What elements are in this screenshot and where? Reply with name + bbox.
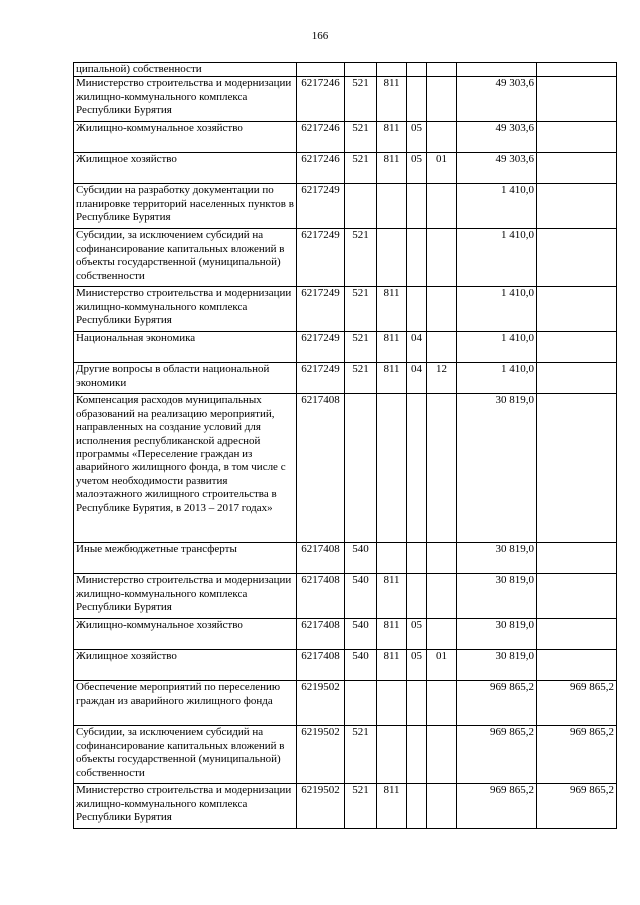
ministry-code: 811 (377, 287, 407, 332)
section-code (407, 394, 427, 543)
ministry-code (377, 726, 407, 784)
table-row (74, 543, 617, 574)
subsection-code (427, 122, 457, 153)
amount-year-1: 49 303,6 (457, 153, 537, 184)
amount-year-2 (537, 363, 617, 394)
table-row (74, 63, 617, 77)
row-name: Национальная экономика (74, 332, 297, 363)
section-code (407, 681, 427, 726)
amount-year-1: 969 865,2 (457, 681, 537, 726)
expense-type-code: 540 (345, 574, 377, 619)
amount-year-1 (457, 63, 537, 77)
ministry-code (377, 229, 407, 287)
amount-year-2 (537, 184, 617, 229)
row-name: Субсидии, за исключением субсидий на софинансирование капитальных вложений в объекты государственной (муниципальной) собственности (74, 726, 297, 784)
subsection-code (427, 543, 457, 574)
amount-year-1: 30 819,0 (457, 650, 537, 681)
row-name: Другие вопросы в области национальной экономики (74, 363, 297, 394)
amount-year-2 (537, 153, 617, 184)
ministry-code (377, 184, 407, 229)
ministry-code: 811 (377, 784, 407, 829)
ministry-code: 811 (377, 332, 407, 363)
subsection-code (427, 574, 457, 619)
amount-year-1: 49 303,6 (457, 77, 537, 122)
table-row (74, 681, 617, 726)
target-article-code (297, 63, 345, 77)
row-name: Министерство строительства и модернизации жилищно-коммунального комплекса Республики Бурятия (74, 784, 297, 829)
expense-type-code (345, 681, 377, 726)
section-code: 05 (407, 650, 427, 681)
ministry-code: 811 (377, 650, 407, 681)
row-name: Министерство строительства и модернизации жилищно-коммунального комплекса Республики Бурятия (74, 574, 297, 619)
amount-year-1: 30 819,0 (457, 543, 537, 574)
target-article-code: 6217408 (297, 394, 345, 543)
subsection-code: 12 (427, 363, 457, 394)
target-article-code: 6219502 (297, 681, 345, 726)
expense-type-code: 521 (345, 122, 377, 153)
subsection-code (427, 726, 457, 784)
table-row (74, 287, 617, 332)
ministry-code (377, 681, 407, 726)
amount-year-1: 30 819,0 (457, 574, 537, 619)
subsection-code (427, 394, 457, 543)
section-code (407, 287, 427, 332)
expense-type-code (345, 63, 377, 77)
expense-type-code (345, 394, 377, 543)
subsection-code (427, 332, 457, 363)
amount-year-2 (537, 229, 617, 287)
ministry-code: 811 (377, 619, 407, 650)
section-code (407, 784, 427, 829)
ministry-code (377, 543, 407, 574)
amount-year-2 (537, 77, 617, 122)
table-row (74, 153, 617, 184)
amount-year-2 (537, 63, 617, 77)
expense-type-code: 521 (345, 229, 377, 287)
expense-type-code: 521 (345, 784, 377, 829)
row-name: Жилищное хозяйство (74, 650, 297, 681)
budget-table (73, 62, 617, 829)
row-name: Жилищное хозяйство (74, 153, 297, 184)
ministry-code: 811 (377, 153, 407, 184)
target-article-code: 6219502 (297, 726, 345, 784)
row-name: Иные межбюджетные трансферты (74, 543, 297, 574)
ministry-code: 811 (377, 574, 407, 619)
section-code: 05 (407, 619, 427, 650)
subsection-code (427, 681, 457, 726)
amount-year-1: 30 819,0 (457, 619, 537, 650)
section-code (407, 543, 427, 574)
target-article-code: 6217246 (297, 77, 345, 122)
subsection-code (427, 619, 457, 650)
subsection-code (427, 63, 457, 77)
row-name: Министерство строительства и модернизации жилищно-коммунального комплекса Республики Бурятия (74, 287, 297, 332)
ministry-code (377, 63, 407, 77)
subsection-code (427, 287, 457, 332)
row-name: Министерство строительства и модернизации жилищно-коммунального комплекса Республики Бурятия (74, 77, 297, 122)
expense-type-code: 521 (345, 726, 377, 784)
table-row (74, 332, 617, 363)
table-row (74, 394, 617, 543)
amount-year-1: 1 410,0 (457, 287, 537, 332)
table-row (74, 122, 617, 153)
amount-year-2: 969 865,2 (537, 784, 617, 829)
amount-year-2 (537, 650, 617, 681)
section-code: 05 (407, 153, 427, 184)
target-article-code: 6217246 (297, 122, 345, 153)
target-article-code: 6217249 (297, 287, 345, 332)
amount-year-2 (537, 543, 617, 574)
amount-year-1: 1 410,0 (457, 363, 537, 394)
ministry-code: 811 (377, 122, 407, 153)
subsection-code (427, 229, 457, 287)
target-article-code: 6217408 (297, 619, 345, 650)
amount-year-2 (537, 619, 617, 650)
table-body (74, 63, 617, 829)
table-row (74, 726, 617, 784)
section-code (407, 229, 427, 287)
table-row (74, 363, 617, 394)
amount-year-1: 1 410,0 (457, 229, 537, 287)
expense-type-code: 521 (345, 77, 377, 122)
section-code (407, 574, 427, 619)
table-row (74, 184, 617, 229)
ministry-code: 811 (377, 363, 407, 394)
subsection-code (427, 77, 457, 122)
subsection-code (427, 184, 457, 229)
amount-year-1: 1 410,0 (457, 184, 537, 229)
target-article-code: 6217408 (297, 650, 345, 681)
section-code (407, 77, 427, 122)
amount-year-1: 969 865,2 (457, 784, 537, 829)
table-row (74, 784, 617, 829)
row-name: Субсидии на разработку документации по планировке территорий населенных пунктов в Республике Бурятия (74, 184, 297, 229)
amount-year-2: 969 865,2 (537, 726, 617, 784)
subsection-code: 01 (427, 650, 457, 681)
table-row (74, 650, 617, 681)
table-row (74, 574, 617, 619)
row-name: ципальной) собственности (74, 63, 297, 77)
amount-year-2 (537, 394, 617, 543)
row-name: Субсидии, за исключением субсидий на софинансирование капитальных вложений в объекты государственной (муниципальной) собственности (74, 229, 297, 287)
target-article-code: 6217249 (297, 363, 345, 394)
amount-year-2 (537, 332, 617, 363)
target-article-code: 6217249 (297, 184, 345, 229)
amount-year-2 (537, 122, 617, 153)
amount-year-2 (537, 574, 617, 619)
table-row (74, 77, 617, 122)
row-name: Компенсация расходов муниципальных образований на реализацию мероприятий, направленных на создание условий для исполнения республиканской адресной программы «Переселение граждан из аварийного жилищного фонда, в том числе с учетом необходимости развития малоэтажного жилищного строительства в Республике Бурятия, в 2013 – 2017 годах» (74, 394, 297, 543)
expense-type-code: 521 (345, 332, 377, 363)
subsection-code (427, 784, 457, 829)
ministry-code (377, 394, 407, 543)
section-code: 04 (407, 332, 427, 363)
expense-type-code: 540 (345, 619, 377, 650)
amount-year-1: 1 410,0 (457, 332, 537, 363)
amount-year-1: 969 865,2 (457, 726, 537, 784)
row-name: Жилищно-коммунальное хозяйство (74, 122, 297, 153)
section-code: 04 (407, 363, 427, 394)
row-name: Обеспечение мероприятий по переселению граждан из аварийного жилищного фонда (74, 681, 297, 726)
target-article-code: 6217246 (297, 153, 345, 184)
amount-year-2: 969 865,2 (537, 681, 617, 726)
target-article-code: 6217249 (297, 332, 345, 363)
ministry-code: 811 (377, 77, 407, 122)
amount-year-1: 30 819,0 (457, 394, 537, 543)
page-number: 166 (311, 30, 329, 42)
section-code (407, 184, 427, 229)
table-row (74, 229, 617, 287)
target-article-code: 6217408 (297, 574, 345, 619)
section-code (407, 63, 427, 77)
section-code (407, 726, 427, 784)
expense-type-code: 540 (345, 650, 377, 681)
amount-year-1: 49 303,6 (457, 122, 537, 153)
expense-type-code: 521 (345, 153, 377, 184)
target-article-code: 6217249 (297, 229, 345, 287)
target-article-code: 6217408 (297, 543, 345, 574)
expense-type-code (345, 184, 377, 229)
table-row (74, 619, 617, 650)
expense-type-code: 540 (345, 543, 377, 574)
target-article-code: 6219502 (297, 784, 345, 829)
expense-type-code: 521 (345, 287, 377, 332)
amount-year-2 (537, 287, 617, 332)
row-name: Жилищно-коммунальное хозяйство (74, 619, 297, 650)
expense-type-code: 521 (345, 363, 377, 394)
section-code: 05 (407, 122, 427, 153)
subsection-code: 01 (427, 153, 457, 184)
